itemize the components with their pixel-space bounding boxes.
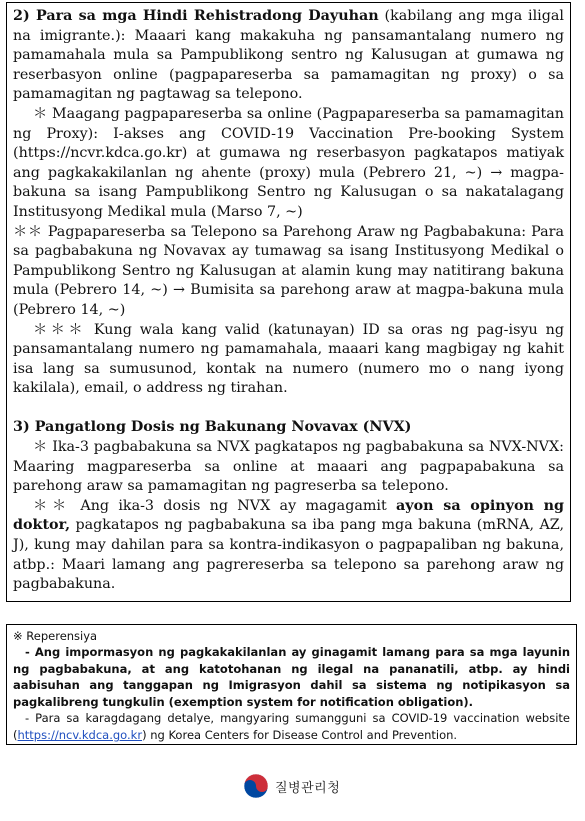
reference-item-website bbox=[13, 710, 570, 743]
section2-heading: 2) Para sa mga Hindi Rehistradong Dayuhan bbox=[13, 8, 379, 24]
reference-title: ※ Reperensiya bbox=[13, 629, 98, 643]
spacer bbox=[13, 399, 564, 419]
reference-item2-post: ) ng Korea Centers for Disease Control and Prevention. bbox=[142, 727, 458, 742]
reference-box bbox=[6, 624, 577, 745]
website-link[interactable]: https://ncv.kdca.go.kr bbox=[17, 727, 143, 742]
logo-text: 질병관리청 bbox=[275, 780, 341, 796]
section2-body: (kabilang ang mga iligal na imigrante.): Maaari kang makakuha ng pansamantalang numero ng pamamahala mula sa Pampublikong sentro ng Kalusugan at gumawa ng reserbasyon online (pagpapareserba sa pamamagitan ng proxy) o sa pamamagitan ng pagtawag sa telepono. bbox=[13, 8, 564, 103]
kdca-logo bbox=[243, 773, 340, 799]
section2-paragraph bbox=[13, 7, 564, 105]
section3-note-doctor bbox=[13, 497, 564, 595]
reference-item-privacy: - Ang impormasyon ng pagkakakilanlan ay ginagamit lamang para sa mga layunin ng pagbabakuna, at ang katotohanan ng ilegal na pananatili, atbp. ay hindi aabisuhan ang tanggapan ng Imigrasyon dahil sa sistema ng notipikasyon sa pagkalibreng tungkulin (exemption system for notification obligation). bbox=[13, 645, 570, 709]
reference-item2-pre: - Para sa karagdagang detalye, mangyaring sumangguni sa COVID-19 vaccination website ( bbox=[13, 711, 570, 742]
section2-note-phone: ＊＊ Pagpapareserba sa Telepono sa Parehong Araw ng Pagbabakuna: Para sa pagbabakuna ng Novavax ay tumawag sa isang Institusyong Medikal o Pampublikong Sentro ng Kalusugan at alamin kung may natitirang bakuna mula (Pebrero 14, ~) → Bumisita sa parehong araw at magpa-bakuna mula (Pebrero 14, ~) bbox=[13, 223, 564, 318]
main-content-box bbox=[6, 2, 571, 602]
section3-note2-post: pagkatapos ng pagbabakuna sa iba pang mga bakuna (mRNA, AZ, J), kung may dahilan para sa kontra-indikasyon o pagpapaliban ng bakuna, atbp.: Maari lamang ang pagrereserba sa telepono sa parehong araw ng pagbabakuna. bbox=[13, 517, 564, 593]
section2-note-online: ＊ Maagang pagpapareserba sa online (Pagpapareserba sa pamamagitan ng Proxy): I-akses ang COVID-19 Vaccination Pre-booking System (https://ncvr.kdca.go.kr) at gumawa ng reserbasyon pagkatapos matiyak ang pagkakakilanlan ng ahente (proxy) mula (Pebrero 21, ~) → magpa-bakuna sa isang Pampublikong Sentro ng Kalusugan o sa nakatalagang Institusyong Medikal mula (Marso 7, ~) bbox=[13, 105, 564, 220]
section3-note-nvx: ＊ Ika-3 pagbabakuna sa NVX pagkatapos ng pagbabakuna sa NVX-NVX: Maaring magpareserba sa online at maaari ang pagpapabakuna sa parehong araw sa pamamagitan ng pagreserba sa telepono. bbox=[13, 439, 564, 495]
kdca-taegeuk-icon bbox=[243, 773, 269, 799]
section2-note-id: ＊＊＊ Kung wala kang valid (katunayan) ID sa oras ng pag-isyu ng pansamantalang numero ng pamamahala, maaari kang magbigay ng kahit isa lang sa sumusunod, kontak na numero (numero mo o nang iyong kakilala), email, o address ng tirahan. bbox=[13, 321, 564, 397]
section3-note2-bold: ayon sa opinyon ng doktor, bbox=[13, 497, 565, 534]
section3-heading: 3) Pangatlong Dosis ng Bakunang Novavax (NVX) bbox=[13, 419, 412, 436]
section3-note2-pre: ＊＊ Ang ika-3 dosis ng NVX ay magagamit bbox=[33, 497, 397, 514]
